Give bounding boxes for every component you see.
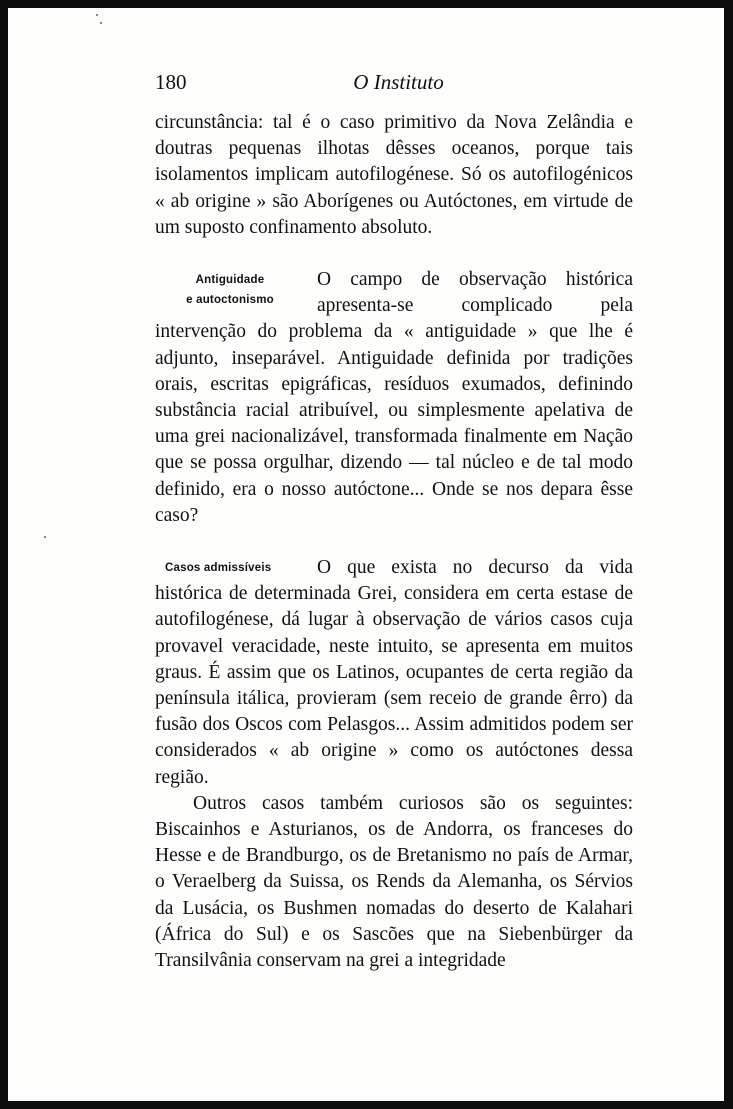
page-header — [155, 70, 642, 94]
running-title: O Instituto — [353, 70, 444, 94]
paragraph-antiguidade — [155, 267, 633, 529]
paragraph: Outros casos também curiosos são os seguintes: Biscainhos e Asturianos, os de Andorra, os franceses do Hesse e de Brandburgo, os de Bretanismo no país de Armar, o Veraelberg da Suissa, os Rends da Alemanha, os Sérvios da Lusácia, os Bushmen nomadas do deserto de Kalahari (África do Sul) e os Sascões que na Siebenbürger da Transilvânia conservam na grei a integridade — [155, 792, 633, 972]
paragraph: circunstância: tal é o caso primitivo da Nova Zelândia e doutras pequenas ilhotas dêsses oceanos, porque tais isolamentos implicam autofilogénese. Só os autofilogénicos « ab origine » são Aborígenes ou Autóctones, em virtude de um suposto confinamento absoluto. — [155, 112, 633, 238]
sidenote-line: e autoctonismo — [186, 294, 274, 307]
paragraph-text: O campo de observação histórica apresenta-se complicado pela intervenção do problema da « antiguidade » que lhe é adjunto, inseparável. Antiguidade definida por tradições orais, escritas epigráficas, resíduos exumados, definindo substância racial atribuível, ou simplesmente apelativa de uma grei nacionalizável, transformada finalmente em Nação que se possa orgulhar, dizendo — tal núcleo e de tal modo definido, era o nosso autóctone... Onde se nos depara êsse caso? — [155, 269, 633, 526]
paragraph-text: O que exista no decurso da vida histórica de determinada Grei, considera em certa estase de autofilogénese, dá lugar à observação de vários casos cuja provavel veracidade, neste intuito, se apresenta em muitos graus. É assim que os Latinos, ocupantes de certa região da península itálica, provieram (sem receio de grande êrro) da fusão dos Oscos com Pelasgos... Assim admitidos podem ser considerados « ab origine » como os autóctones dessa região. — [155, 557, 633, 788]
body-text — [155, 110, 633, 974]
sidenote-line: Casos admissíveis — [165, 562, 272, 575]
sidenote-line: Antiguidade — [195, 274, 265, 287]
sidenote-casos — [155, 558, 305, 578]
page-number: 180 — [155, 70, 187, 94]
sidenote-antiguidade — [155, 270, 305, 310]
paragraph-casos — [155, 555, 633, 791]
